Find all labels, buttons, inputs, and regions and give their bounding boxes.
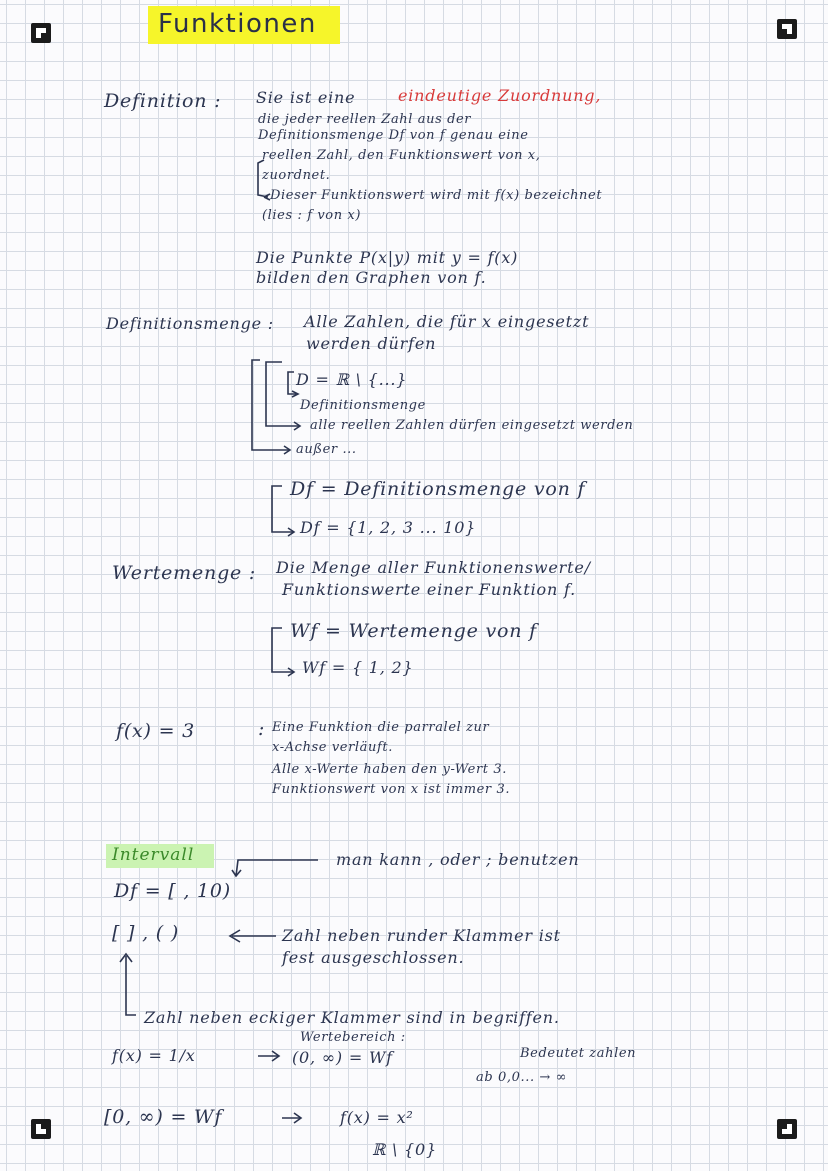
title-highlight bbox=[148, 6, 340, 44]
definition-label: Definition : bbox=[104, 90, 222, 112]
corner-marker-top-right bbox=[776, 18, 798, 40]
intervall-df: Df = [ , 10) bbox=[114, 880, 231, 902]
definition-punkte-2: bilden den Graphen von f. bbox=[256, 268, 487, 287]
fx-reciprocal: f(x) = 1/x bbox=[112, 1046, 196, 1065]
page-title: Funktionen bbox=[158, 9, 317, 39]
definition-line-2: die jeder reellen Zahl aus der bbox=[258, 112, 472, 127]
definitionsmenge-note-2: außer ... bbox=[296, 442, 357, 457]
definitionsmenge-label: Definitionsmenge : bbox=[106, 314, 274, 333]
konstant-label: f(x) = 3 bbox=[116, 720, 196, 742]
definition-line-3: Definitionsmenge Df von f genau eine bbox=[258, 128, 529, 143]
eckige-klammer-line: Zahl neben eckiger Klammer sind in begriffen. bbox=[144, 1008, 560, 1027]
corner-marker-top-right-icon bbox=[776, 18, 798, 40]
intervall-highlight bbox=[106, 844, 214, 868]
intervall-note: man kann , oder ; benutzen bbox=[336, 850, 580, 869]
row2-left: [0, ∞) = Wf bbox=[104, 1106, 223, 1128]
corner-marker-top-left bbox=[30, 22, 52, 44]
konstant-line-1: Eine Funktion die parralel zur bbox=[272, 720, 490, 735]
corner-marker-bottom-right-icon bbox=[776, 1118, 798, 1140]
corner-marker-bottom-left-icon bbox=[30, 1118, 52, 1140]
df-definition: Df = Definitionsmenge von f bbox=[290, 478, 586, 500]
wf-example: Wf = { 1, 2} bbox=[302, 658, 414, 677]
row2-fx: f(x) = x² bbox=[340, 1108, 414, 1127]
wertebereich-label: Wertebereich : bbox=[300, 1030, 406, 1045]
definitionsmenge-sub: Definitionsmenge bbox=[300, 398, 426, 413]
definitionsmenge-line-1: Alle Zahlen, die für x eingesetzt bbox=[304, 312, 590, 331]
definition-line-5: zuordnet. bbox=[262, 168, 331, 183]
definitionsmenge-note-1: alle reellen Zahlen dürfen eingesetzt werden bbox=[310, 418, 634, 433]
konstant-line-2: x-Achse verläuft. bbox=[272, 740, 393, 755]
definition-line-7: (lies : f von x) bbox=[262, 208, 362, 223]
runde-klammer-line-1: Zahl neben runder Klammer ist bbox=[282, 926, 561, 945]
definitionsmenge-formula: D = ℝ \ {...} bbox=[296, 370, 408, 389]
definition-line-4: reellen Zahl, den Funktionswert von x, bbox=[262, 148, 541, 163]
wertemenge-line-1: Die Menge aller Funktionenswerte/ bbox=[276, 558, 591, 577]
wertemenge-line-2: Funktionswerte einer Funktion f. bbox=[282, 580, 577, 599]
definition-line-1a: Sie ist eine bbox=[256, 88, 356, 107]
bedeutet-text: Bedeutet zahlen bbox=[520, 1046, 637, 1061]
intervall-brackets: [ ] , ( ) bbox=[112, 922, 180, 944]
konstant-line-3: Alle x-Werte haben den y-Wert 3. bbox=[272, 762, 507, 777]
ab-text: ab 0,0... → ∞ bbox=[476, 1070, 568, 1085]
df-example: Df = {1, 2, 3 ... 10} bbox=[300, 518, 477, 537]
definition-line-6: Dieser Funktionswert wird mit f(x) bezeichnet bbox=[270, 188, 603, 203]
runde-klammer-line-2: fest ausgeschlossen. bbox=[282, 948, 465, 967]
intervall-label: Intervall bbox=[112, 845, 195, 865]
wf-definition: Wf = Wertemenge von f bbox=[290, 620, 537, 642]
wertemenge-label: Wertemenge : bbox=[112, 562, 257, 584]
definition-line-1b: eindeutige Zuordnung, bbox=[398, 86, 602, 105]
definition-punkte-1: Die Punkte P(x|y) mit y = f(x) bbox=[256, 248, 519, 267]
row2-r: ℝ \ {0} bbox=[372, 1140, 437, 1159]
definitionsmenge-line-2: werden dürfen bbox=[306, 334, 437, 353]
konstant-colon: : bbox=[258, 718, 266, 740]
corner-marker-bottom-right bbox=[776, 1118, 798, 1140]
corner-marker-bottom-left bbox=[30, 1118, 52, 1140]
corner-marker-top-left-icon bbox=[30, 22, 52, 44]
wertebereich-equation: (0, ∞) = Wf bbox=[292, 1048, 393, 1067]
konstant-line-4: Funktionswert von x ist immer 3. bbox=[272, 782, 511, 797]
